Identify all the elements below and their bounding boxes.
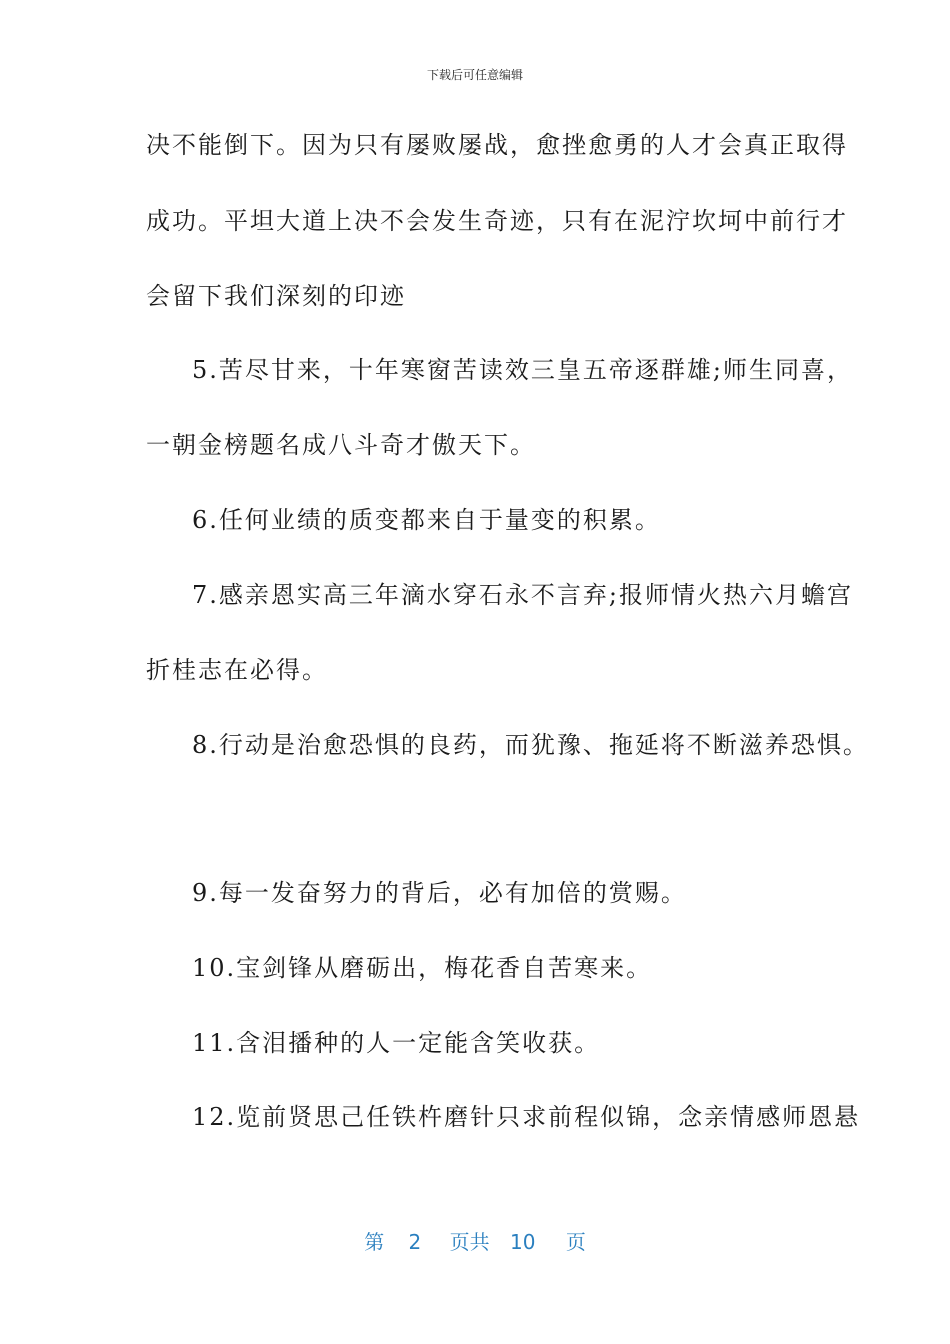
list-item-7: 7.感亲恩实高三年滴水穿石永不言弃;报师情火热六月蟾宫	[192, 581, 853, 609]
footer-middle: 页共	[449, 1230, 490, 1254]
page-footer	[0, 1226, 950, 1255]
list-item-8: 8.行动是治愈恐惧的良药，而犹豫、拖延将不断滋养恐惧。	[192, 731, 869, 759]
footer-suffix: 页	[565, 1230, 586, 1254]
body-line: 会留下我们深刻的印迹	[146, 282, 406, 310]
current-page-number: 2	[408, 1230, 422, 1254]
footer-prefix: 第	[364, 1230, 385, 1254]
list-item-9: 9.每一发奋努力的背后，必有加倍的赏赐。	[192, 879, 687, 907]
list-item-11: 11.含泪播种的人一定能含笑收获。	[192, 1029, 601, 1057]
page-header: 下载后可任意编辑	[426, 68, 523, 82]
body-line: 折桂志在必得。	[146, 656, 328, 684]
body-line: 一朝金榜题名成八斗奇才傲天下。	[146, 431, 536, 459]
body-line: 决不能倒下。因为只有屡败屡战，愈挫愈勇的人才会真正取得	[146, 131, 848, 159]
body-line: 成功。平坦大道上决不会发生奇迹，只有在泥泞坎坷中前行才	[146, 207, 848, 235]
list-item-6: 6.任何业绩的质变都来自于量变的积累。	[192, 506, 661, 534]
list-item-5: 5.苦尽甘来，十年寒窗苦读效三皇五帝逐群雄;师生同喜，	[192, 356, 853, 384]
list-item-12: 12.览前贤思己任铁杵磨针只求前程似锦，念亲情感师恩悬	[192, 1103, 861, 1131]
list-item-10: 10.宝剑锋从磨砺出，梅花香自苦寒来。	[192, 954, 653, 982]
total-page-count: 10	[510, 1230, 536, 1254]
